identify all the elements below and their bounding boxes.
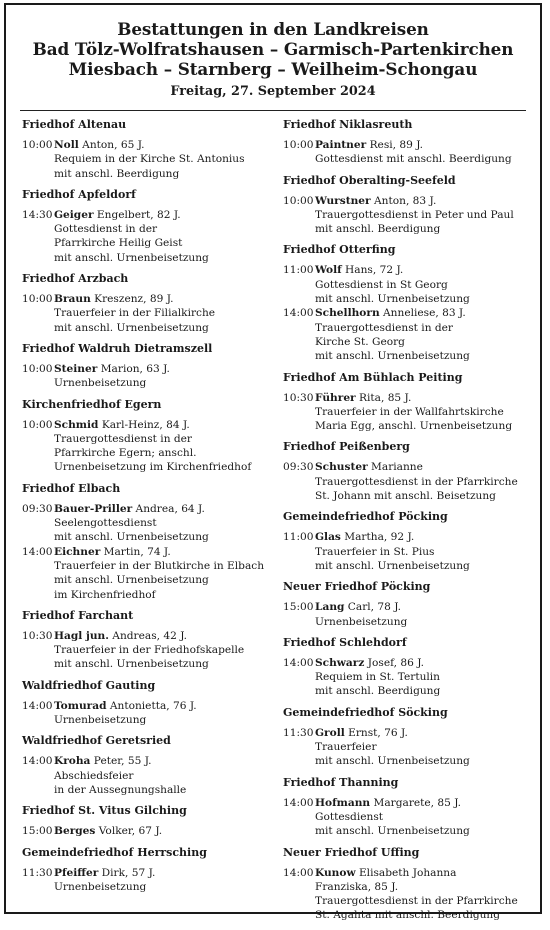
burial-details — [315, 194, 538, 237]
service-detail: St. Johann mit anschl. Beisetzung — [315, 490, 496, 503]
burial-details — [54, 362, 270, 391]
deceased-given-name-age: Martin, 74 J. — [100, 545, 171, 558]
deceased-surname: Führer — [315, 391, 356, 404]
service-detail: Trauerfeier in der Wallfahrtskirche — [315, 405, 504, 418]
service-detail: Trauergottesdienst in der — [315, 321, 453, 334]
burial-details — [315, 656, 538, 699]
burial-time: 14:00 — [22, 545, 53, 558]
burial-details — [54, 545, 270, 602]
deceased-given-name-age: Kreszenz, 89 J. — [90, 293, 174, 306]
service-detail: im Kirchenfriedhof — [54, 588, 156, 601]
burial-entry — [22, 138, 270, 181]
cemetery-title: Friedhof St. Vitus Gilching — [22, 804, 187, 818]
cemetery-title: Gemeindefriedhof Söcking — [283, 705, 448, 719]
burial-time: 14:00 — [283, 307, 314, 320]
burial-details — [54, 208, 270, 265]
burial-details — [54, 629, 270, 672]
deceased-given-name-age: Ernst, 76 J. — [344, 726, 408, 739]
cemetery-section — [283, 118, 538, 167]
service-detail: mit anschl. Urnenbeisetzung — [54, 531, 209, 544]
deceased-given-name-age: Dirk, 57 J. — [98, 866, 156, 879]
deceased-surname: Wurstner — [315, 194, 371, 207]
deceased-line — [315, 263, 538, 277]
deceased-given-name-age: Karl-Heinz, 84 J. — [98, 418, 190, 431]
cemetery-section — [22, 482, 270, 602]
deceased-line — [315, 530, 538, 544]
service-detail: mit anschl. Urnenbeisetzung — [54, 574, 209, 587]
burial-time: 10:30 — [22, 629, 53, 642]
burial-entry — [283, 530, 538, 573]
cemetery-title: Neuer Friedhof Uffing — [283, 845, 420, 859]
deceased-line — [54, 292, 270, 306]
burial-entry — [283, 194, 538, 237]
burial-time: 14:00 — [22, 699, 53, 712]
service-detail: Kirche St. Georg — [315, 335, 405, 348]
deceased-given-name-age: Carl, 78 J. — [344, 601, 402, 614]
service-detail: mit anschl. Urnenbeisetzung — [315, 755, 470, 768]
burial-entry — [22, 208, 270, 265]
deceased-line — [54, 418, 270, 432]
right-column — [283, 118, 538, 930]
burial-details — [315, 866, 538, 923]
burial-time: 11:30 — [283, 726, 314, 739]
deceased-line — [54, 866, 270, 880]
burial-entry — [22, 699, 270, 728]
cemetery-section — [283, 243, 538, 363]
service-detail: Trauerfeier in der Filialkirche — [54, 307, 216, 320]
deceased-surname: Schuster — [315, 461, 368, 474]
service-detail: Trauergottesdienst in der Pfarrkirche — [315, 895, 518, 908]
headline-line-3: Miesbach – Starnberg – Weilheim-Schongau — [68, 59, 478, 79]
burial-time: 10:00 — [22, 362, 53, 375]
service-detail: Requiem in St. Tertulin — [315, 671, 441, 684]
deceased-surname: Berges — [54, 825, 96, 838]
deceased-surname: Tomurad — [54, 699, 107, 712]
deceased-surname: Schellhorn — [315, 307, 380, 320]
cemetery-section — [22, 734, 270, 797]
service-detail: mit anschl. Urnenbeisetzung — [315, 293, 470, 306]
deceased-given-name-age: Andreas, 42 J. — [108, 629, 188, 642]
burial-details — [315, 726, 538, 769]
deceased-surname: Groll — [315, 726, 345, 739]
service-detail: Urnenbeisetzung — [315, 615, 408, 628]
deceased-line — [315, 656, 538, 670]
deceased-line — [54, 629, 270, 643]
deceased-surname: Kunow — [315, 866, 356, 879]
service-detail: Seelengottesdienst — [54, 517, 157, 530]
deceased-surname: Steiner — [54, 362, 98, 375]
burial-time: 14:00 — [283, 656, 314, 669]
deceased-surname: Hofmann — [315, 796, 371, 809]
cemetery-section — [283, 776, 538, 839]
burial-entry — [283, 796, 538, 839]
burial-details — [54, 824, 270, 838]
service-detail: mit anschl. Beerdigung — [315, 685, 441, 698]
service-detail: Maria Egg, anschl. Urnenbeisetzung — [315, 420, 513, 433]
cemetery-section — [22, 846, 270, 895]
cemetery-title: Friedhof Niklasreuth — [283, 118, 413, 131]
burial-entry — [22, 362, 270, 391]
service-detail: Pfarrkirche Egern; anschl. — [54, 447, 197, 460]
burial-entry — [22, 629, 270, 672]
burial-details — [315, 391, 538, 434]
deceased-line — [315, 866, 538, 880]
deceased-surname: Schwarz — [315, 656, 365, 669]
deceased-line — [54, 545, 270, 559]
obituary-notice — [4, 3, 542, 922]
deceased-given-name-age: Anneliese, 83 J. — [379, 307, 466, 320]
cemetery-section — [22, 679, 270, 728]
burial-entry — [283, 866, 538, 923]
deceased-surname: Kroha — [54, 755, 91, 768]
burial-entry — [283, 726, 538, 769]
cemetery-title: Friedhof Altenau — [22, 118, 127, 131]
burial-time: 15:00 — [283, 601, 314, 614]
cemetery-title: Gemeindefriedhof Pöcking — [283, 510, 448, 524]
burial-time: 10:00 — [22, 139, 53, 151]
date-line: Freitag, 27. September 2024 — [170, 84, 376, 99]
cemetery-section — [22, 272, 270, 335]
deceased-given-name-age: Margarete, 85 J. — [370, 796, 462, 809]
deceased-surname: Wolf — [315, 264, 342, 277]
burial-details — [54, 866, 270, 895]
deceased-surname: Pfeiffer — [54, 866, 99, 879]
burial-entry — [22, 866, 270, 895]
service-detail: Trauergottesdienst in der Pfarrkirche — [315, 475, 518, 488]
deceased-line — [54, 754, 270, 768]
service-detail: Trauergottesdienst in der — [54, 432, 192, 445]
service-detail: Trauerfeier in der Blutkirche in Elbach — [54, 559, 265, 572]
cemetery-title: Friedhof Elbach — [22, 481, 121, 495]
service-detail: mit anschl. Beerdigung — [54, 167, 180, 180]
service-detail: Franziska, 85 J. — [315, 880, 399, 893]
cemetery-title: Friedhof Farchant — [22, 608, 134, 622]
deceased-surname: Eichner — [54, 545, 101, 558]
deceased-line — [315, 391, 538, 405]
service-detail: Gottesdienst mit anschl. Beerdigung — [315, 153, 512, 166]
cemetery-section — [22, 188, 270, 265]
cemetery-title: Friedhof Apfeldorf — [22, 187, 136, 201]
burial-time: 11:30 — [22, 866, 53, 879]
burial-time: 14:00 — [283, 796, 314, 809]
service-detail: Urnenbeisetzung — [54, 714, 147, 727]
cemetery-title: Friedhof Thanning — [283, 775, 399, 789]
burial-time: 10:00 — [283, 194, 314, 207]
burial-entry — [22, 754, 270, 797]
deceased-surname: Geiger — [54, 208, 94, 221]
cemetery-title: Waldfriedhof Gauting — [22, 678, 156, 692]
cemetery-title: Friedhof Otterfing — [283, 243, 396, 257]
burial-time: 11:00 — [283, 264, 314, 277]
deceased-line — [315, 796, 538, 810]
cemetery-title: Waldfriedhof Geretsried — [22, 734, 171, 748]
burial-time: 15:00 — [22, 825, 53, 838]
deceased-surname: Paintner — [315, 139, 367, 151]
cemetery-title: Gemeindefriedhof Herrsching — [22, 845, 207, 859]
cemetery-section — [283, 636, 538, 699]
header — [6, 5, 540, 100]
burial-details — [54, 418, 270, 475]
service-detail: Urnenbeisetzung — [54, 880, 147, 893]
headline-line-2: Bad Tölz-Wolfratshausen – Garmisch-Partenkirchen — [32, 39, 514, 59]
deceased-surname: Schmid — [54, 418, 99, 431]
service-detail: in der Aussegnungshalle — [54, 783, 187, 796]
deceased-given-name-age: Volker, 67 J. — [95, 825, 163, 838]
burial-entry — [22, 418, 270, 475]
deceased-line — [54, 824, 270, 838]
deceased-surname: Glas — [315, 531, 341, 544]
deceased-given-name-age: Marion, 63 J. — [97, 362, 170, 375]
cemetery-section — [22, 118, 270, 181]
deceased-line — [315, 600, 538, 614]
cemetery-section — [283, 706, 538, 769]
cemetery-section — [283, 371, 538, 434]
burial-entry — [22, 502, 270, 545]
service-detail: Urnenbeisetzung — [54, 377, 147, 390]
burial-details — [315, 796, 538, 839]
service-detail: mit anschl. Urnenbeisetzung — [54, 321, 209, 334]
deceased-given-name-age: Elisabeth Johanna — [355, 866, 457, 879]
burial-time: 11:00 — [283, 531, 314, 544]
deceased-given-name-age: Anton, 65 J. — [78, 139, 145, 151]
cemetery-section — [283, 510, 538, 573]
deceased-line — [315, 306, 538, 320]
service-detail: mit anschl. Beerdigung — [315, 223, 441, 236]
service-detail: Abschiedsfeier — [54, 769, 134, 782]
deceased-given-name-age: Anton, 83 J. — [370, 194, 437, 207]
deceased-surname: Noll — [54, 139, 79, 151]
burial-entry — [283, 391, 538, 434]
deceased-surname: Braun — [54, 293, 91, 306]
deceased-surname: Lang — [315, 601, 345, 614]
burial-time: 14:00 — [283, 866, 314, 879]
deceased-given-name-age: Hans, 72 J. — [341, 264, 404, 277]
cemetery-title: Friedhof Waldruh Dietramszell — [22, 341, 213, 355]
burial-entry — [283, 263, 538, 306]
burial-details — [315, 530, 538, 573]
deceased-given-name-age: Rita, 85 J. — [355, 391, 412, 404]
burial-details — [54, 138, 270, 181]
burial-entry — [22, 292, 270, 335]
service-detail: Requiem in der Kirche St. Antonius — [54, 153, 245, 166]
headline-line-1: Bestattungen in den Landkreisen — [117, 19, 429, 39]
cemetery-title: Friedhof Arzbach — [22, 272, 129, 286]
deceased-line — [54, 699, 270, 713]
service-detail: Trauerfeier in St. Pius — [315, 545, 435, 558]
service-detail: Pfarrkirche Heilig Geist — [54, 237, 183, 250]
burial-details — [315, 306, 538, 363]
burial-entry — [283, 656, 538, 699]
deceased-given-name-age: Marianne — [367, 461, 423, 474]
burial-time: 09:30 — [22, 502, 53, 515]
burial-entry — [22, 545, 270, 602]
burial-details — [315, 138, 538, 167]
cemetery-section — [22, 398, 270, 475]
burial-time: 14:00 — [22, 755, 53, 768]
burial-time: 09:30 — [283, 461, 314, 474]
cemetery-title: Friedhof Peißenberg — [283, 440, 410, 454]
deceased-line — [315, 194, 538, 208]
burial-details — [54, 502, 270, 545]
deceased-line — [54, 208, 270, 222]
burial-entry — [283, 138, 538, 167]
service-detail: mit anschl. Urnenbeisetzung — [54, 658, 209, 671]
cemetery-title: Friedhof Am Bühlach Peiting — [283, 370, 463, 384]
deceased-given-name-age: Engelbert, 82 J. — [93, 208, 181, 221]
deceased-line — [54, 138, 270, 152]
service-detail: Trauerfeier — [315, 741, 377, 754]
cemetery-section — [22, 804, 270, 838]
cemetery-title: Friedhof Schlehdorf — [283, 635, 407, 649]
deceased-line — [54, 362, 270, 376]
burial-details — [315, 600, 538, 629]
burial-details — [54, 699, 270, 728]
deceased-surname: Hagl jun. — [54, 629, 109, 642]
burial-details — [54, 292, 270, 335]
deceased-given-name-age: Resi, 89 J. — [366, 139, 424, 151]
burial-time: 14:30 — [22, 208, 53, 221]
cemetery-section — [22, 609, 270, 672]
service-detail: mit anschl. Urnenbeisetzung — [54, 251, 209, 264]
cemetery-section — [283, 846, 538, 923]
burial-entry — [22, 824, 270, 838]
service-detail: Trauerfeier in der Friedhofskapelle — [54, 644, 245, 657]
burial-details — [315, 263, 538, 306]
burial-entry — [283, 460, 538, 503]
cemetery-title: Neuer Friedhof Pöcking — [283, 580, 431, 594]
burial-details — [54, 754, 270, 797]
burial-entry — [283, 600, 538, 629]
service-detail: Gottesdienst in St Georg — [315, 278, 448, 291]
left-column — [22, 118, 270, 901]
cemetery-title: Friedhof Oberalting-Seefeld — [283, 173, 456, 187]
deceased-line — [315, 726, 538, 740]
service-detail: Gottesdienst — [315, 810, 384, 823]
burial-time: 10:00 — [22, 293, 53, 306]
deceased-given-name-age: Josef, 86 J. — [364, 656, 425, 669]
burial-time: 10:00 — [22, 418, 53, 431]
cemetery-title: Kirchenfriedhof Egern — [22, 397, 162, 411]
header-divider — [20, 110, 526, 111]
deceased-given-name-age: Peter, 55 J. — [90, 755, 152, 768]
service-detail: Trauergottesdienst in Peter und Paul — [315, 208, 514, 221]
service-detail: Urnenbeisetzung im Kirchenfriedhof — [54, 461, 252, 474]
cemetery-section — [22, 342, 270, 391]
deceased-surname: Bauer-Priller — [54, 502, 133, 515]
deceased-given-name-age: Martha, 92 J. — [340, 531, 415, 544]
service-detail: mit anschl. Urnenbeisetzung — [315, 825, 470, 838]
cemetery-section — [283, 580, 538, 629]
service-detail: Gottesdienst in der — [54, 223, 158, 236]
deceased-line — [54, 502, 270, 516]
deceased-given-name-age: Andrea, 64 J. — [132, 502, 205, 515]
service-detail: mit anschl. Urnenbeisetzung — [315, 559, 470, 572]
burial-entry — [283, 306, 538, 363]
cemetery-section — [283, 440, 538, 503]
cemetery-section — [283, 174, 538, 237]
burial-time: 10:00 — [283, 139, 314, 151]
service-detail: St. Agahta mit anschl. Beerdigung — [315, 909, 501, 922]
deceased-line — [315, 460, 538, 474]
deceased-line — [315, 138, 538, 152]
burial-time: 10:30 — [283, 391, 314, 404]
burial-details — [315, 460, 538, 503]
deceased-given-name-age: Antonietta, 76 J. — [106, 699, 197, 712]
service-detail: mit anschl. Urnenbeisetzung — [315, 350, 470, 363]
